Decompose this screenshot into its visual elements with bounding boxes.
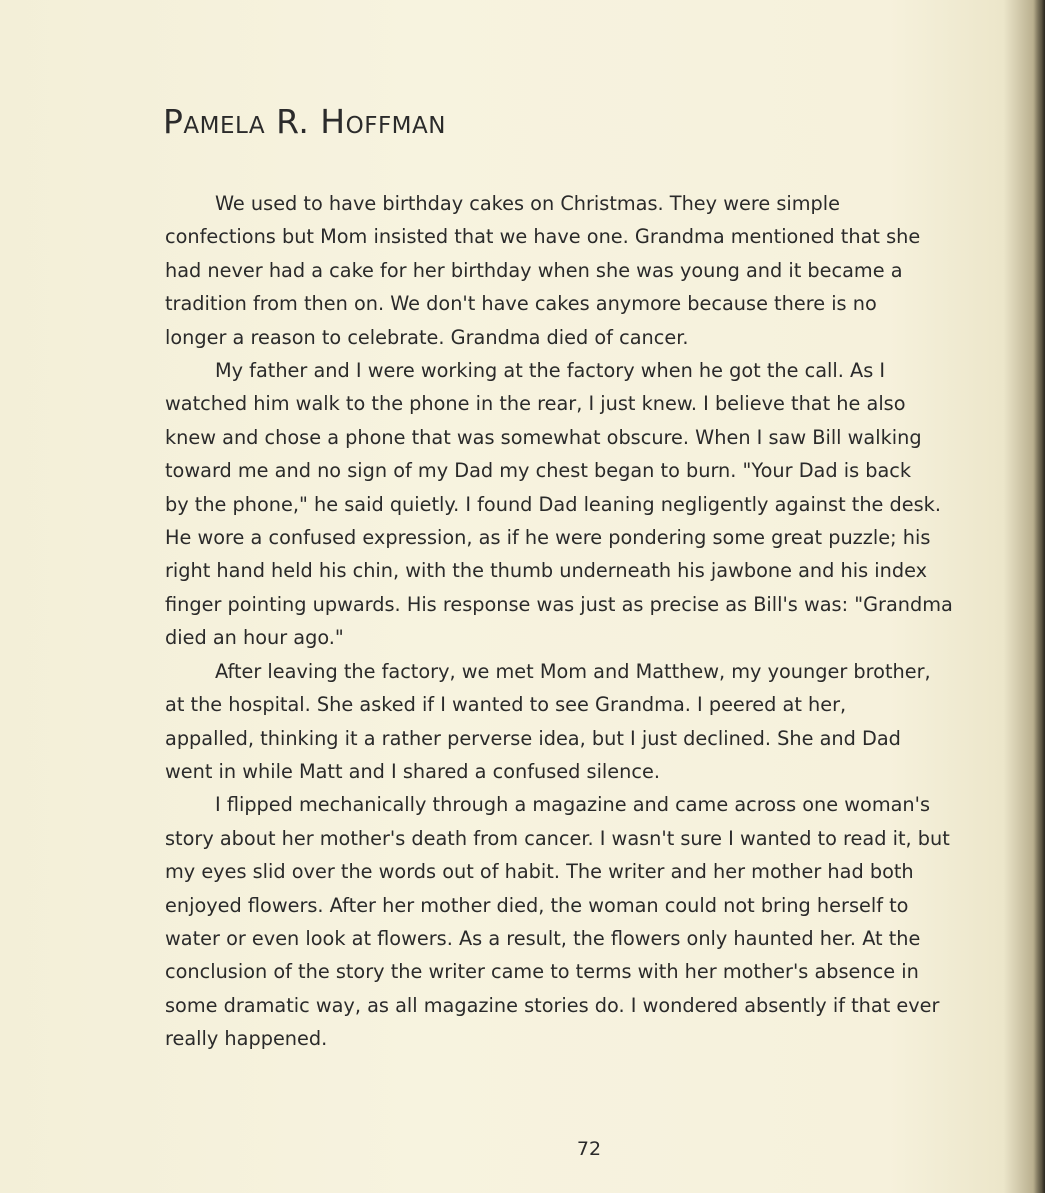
text-line: water or even look at flowers. As a result, the flowers only haunted her. At the	[165, 926, 921, 950]
text-line: We used to have birthday cakes on Christmas. They were simple	[215, 192, 840, 215]
text-line: knew and chose a phone that was somewhat obscure. When I saw Bill walking	[165, 425, 922, 449]
text-line: My father and I were working at the factory when he got the call. As I	[215, 359, 886, 383]
paragraph-1	[165, 187, 1005, 354]
paragraph-2	[165, 354, 1005, 655]
text-line: went in while Matt and I shared a confused silence.	[165, 759, 660, 783]
text-line: enjoyed flowers. After her mother died, the woman could not bring herself to	[165, 893, 909, 917]
page-spine-shadow	[1033, 0, 1045, 1193]
text-line: appalled, thinking it a rather perverse idea, but I just declined. She and Dad	[165, 726, 901, 750]
text-line: right hand held his chin, with the thumb underneath his jawbone and his index	[165, 559, 928, 583]
text-line: toward me and no sign of my Dad my chest began to burn. "Your Dad is back	[165, 459, 912, 483]
text-line: longer a reason to celebrate. Grandma died of cancer.	[165, 325, 689, 349]
paragraph-3	[165, 655, 1005, 789]
text-line: story about her mother's death from cancer. I wasn't sure I wanted to read it, but	[165, 826, 950, 850]
author-heading: Pamela R. Hoffman	[163, 102, 446, 141]
text-line: my eyes slid over the words out of habit. The writer and her mother had both	[165, 860, 914, 884]
page-number: 72	[576, 1138, 602, 1160]
text-line: tradition from then on. We don't have cakes anymore because there is no	[165, 292, 877, 316]
text-line: confections but Mom insisted that we have one. Grandma mentioned that she	[165, 225, 921, 249]
text-line: died an hour ago."	[165, 626, 344, 650]
text-line: watched him walk to the phone in the rear, I just knew. I believe that he also	[165, 392, 906, 416]
text-line: by the phone," he said quietly. I found Dad leaning negligently against the desk.	[165, 492, 941, 516]
text-line: had never had a cake for her birthday when she was young and it became a	[165, 258, 903, 282]
paragraph-4	[165, 788, 1005, 1055]
text-line: at the hospital. She asked if I wanted to see Grandma. I peered at her,	[165, 693, 847, 717]
text-line: finger pointing upwards. His response was just as precise as Bill's was: "Grandma	[165, 592, 953, 616]
text-line: After leaving the factory, we met Mom and Matthew, my younger brother,	[215, 659, 931, 683]
text-line: I flipped mechanically through a magazine and came across one woman's	[215, 793, 930, 817]
text-line: really happened.	[165, 1027, 328, 1051]
text-line: conclusion of the story the writer came to terms with her mother's absence in	[165, 960, 919, 984]
text-line: He wore a confused expression, as if he were pondering some great puzzle; his	[165, 526, 931, 550]
text-line: some dramatic way, as all magazine stories do. I wondered absently if that ever	[165, 993, 940, 1017]
essay-body	[165, 187, 1005, 1056]
